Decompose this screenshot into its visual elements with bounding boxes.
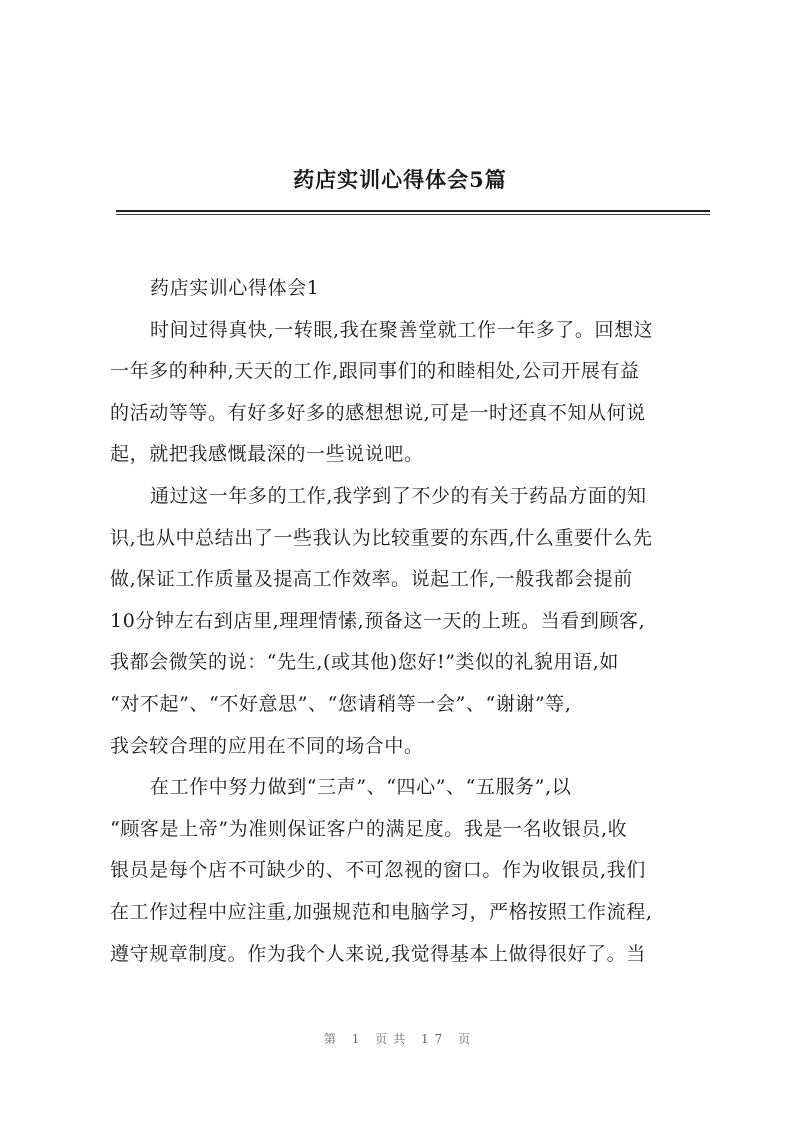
paragraph-line: 做,保证工作质量及提高工作效率。说起工作,一般我都会提前 (110, 568, 633, 591)
document-body (110, 268, 710, 975)
paragraph-line: 一年多的种种,天天的工作,跟同事们的和睦相处,公司开展有益 (110, 360, 640, 383)
paragraph-line: “对不起”、“不好意思”、“您请稍等一会”、“谢谢”等, (110, 692, 572, 715)
title-rule-thick (116, 210, 710, 212)
paragraph-line: 时间过得真快,一转眼,我在聚善堂就工作一年多了。回想这 (150, 318, 654, 341)
paragraph-line: 我都会微笑的说：“先生,(或其他)您好!”类似的礼貌用语,如 (110, 651, 619, 674)
document-title: 药店实训心得体会5篇 (293, 167, 507, 192)
title-rule-thin (116, 214, 710, 215)
paragraph-line: 银员是每个店不可缺少的、不可忽视的窗口。作为收银员,我们 (110, 859, 646, 882)
paragraph-line: 在工作过程中应注重,加强规范和电脑学习，严格按照工作流程, (110, 900, 653, 923)
paragraph-line: 我会较合理的应用在不同的场合中。 (110, 734, 424, 757)
paragraph-line: 通过这一年多的工作,我学到了不少的有关于药品方面的知 (150, 484, 647, 507)
paragraph-line: 遵守规章制度。作为我个人来说,我觉得基本上做得很好了。当 (110, 942, 646, 965)
paragraph-line: 起，就把我感慨最深的一些说说吧。 (110, 443, 424, 466)
paragraph-line: 在工作中努力做到“三声”、“四心”、“五服务”,以 (150, 776, 572, 799)
paragraph-line: 识,也从中总结出了一些我认为比较重要的东西,什么重要什么先 (110, 526, 653, 549)
paragraph-line: “顾客是上帝”为准则保证客户的满足度。我是一名收银员,收 (110, 817, 628, 840)
paragraph-line: 的活动等等。有好多好多的感想想说,可是一时还真不知从何说 (110, 401, 646, 424)
section-heading: 药店实训心得体会1 (150, 277, 320, 299)
paragraph-line: 10分钟左右到店里,理理情愫,预备这一天的上班。当看到顾客, (110, 609, 646, 632)
page-footer: 第 1 页共 17 页 (323, 1032, 477, 1046)
